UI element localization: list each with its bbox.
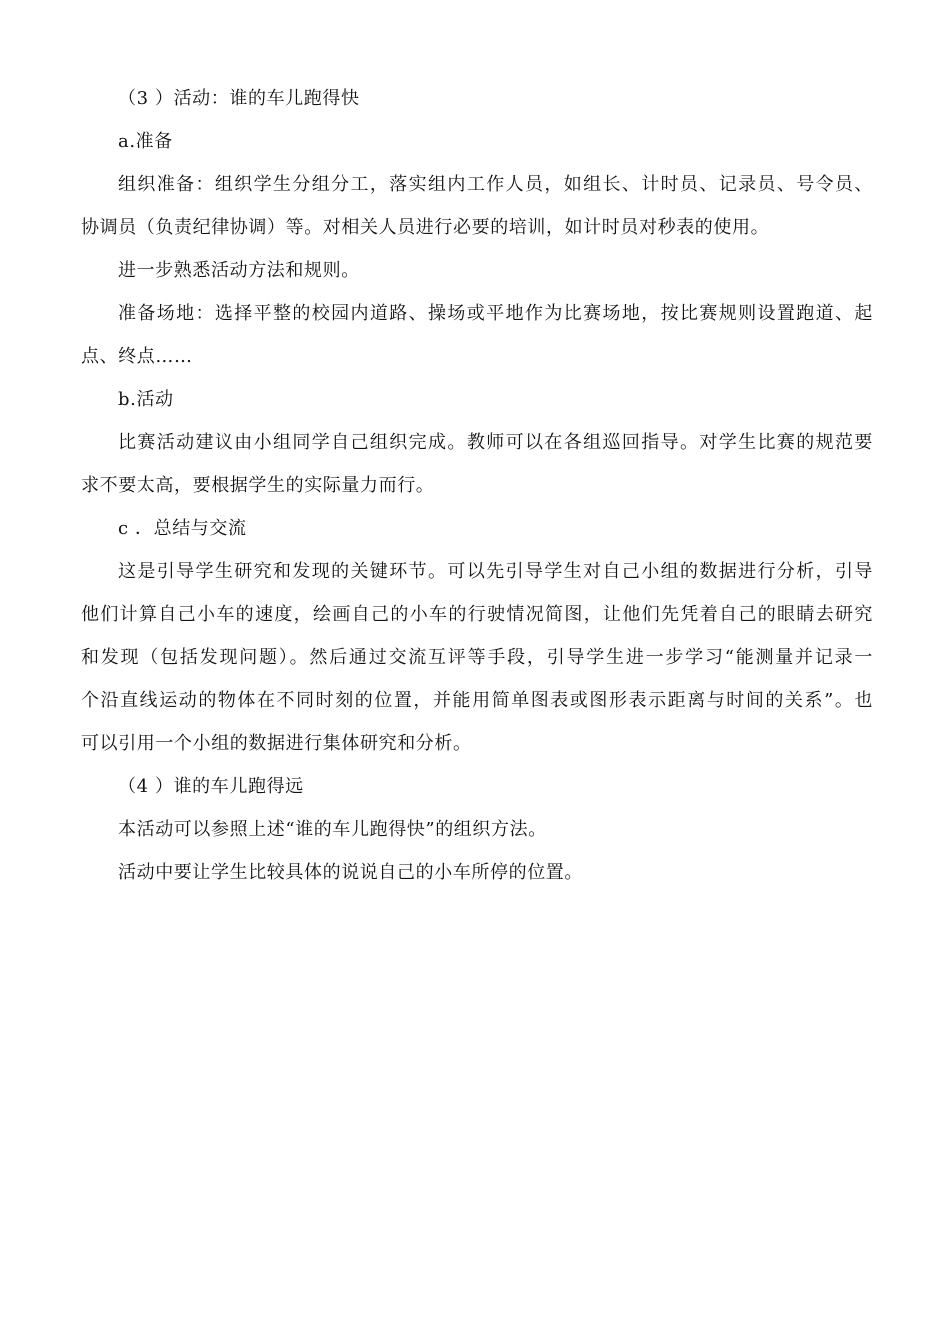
org-prep-line-2: 协调员（负责纪律协调）等。对相关人员进行必要的培训，如计时员对秒表的使用。 (81, 217, 770, 238)
summary-line-5: 可以引用一个小组的数据进行集体研究和分析。 (81, 733, 472, 754)
document-body (81, 84, 873, 901)
org-prep-line-1: 组织准备：组织学生分组分工，落实组内工作人员，如组长、计时员、记录员、号令员、 (118, 174, 873, 195)
stop-position-line: 活动中要让学生比较具体的说说自己的小车所停的位置。 (118, 862, 583, 883)
competition-line-1: 比赛活动建议由小组同学自己组织完成。教师可以在各组巡回指导。对学生比赛的规范要 (118, 432, 873, 453)
summary-line-4: 个沿直线运动的物体在不同时刻的位置，并能用简单图表或图形表示距离与时间的关系”。也 (81, 690, 873, 711)
summary-line-2: 他们计算自己小车的速度，绘画自己的小车的行驶情况简图，让他们先凭着自己的眼睛去研究 (81, 604, 873, 625)
venue-prep-line-1: 准备场地：选择平整的校园内道路、操场或平地作为比赛场地，按比赛规则设置跑道、起 (118, 303, 873, 324)
summary-line-1: 这是引导学生研究和发现的关键环节。可以先引导学生对自己小组的数据进行分析，引导 (118, 561, 873, 582)
subsection-label-b: b.活动 (118, 389, 174, 410)
summary-line-3: 和发现（包括发现问题）。然后通过交流互评等手段，引导学生进一步学习“能测量并记录一 (81, 647, 873, 668)
section-heading-4: （4 ）谁的车儿跑得远 (118, 776, 304, 797)
competition-line-2: 求不要太高，要根据学生的实际量力而行。 (81, 475, 435, 496)
section-heading-3: （3 ）活动：谁的车儿跑得快 (118, 88, 360, 109)
venue-prep-line-2: 点、终点…… (81, 346, 193, 367)
subsection-label-a: a.准备 (118, 131, 173, 152)
subsection-label-c: c ．总结与交流 (118, 518, 247, 539)
reference-method-line: 本活动可以参照上述“谁的车儿跑得快”的组织方法。 (118, 819, 547, 840)
familiarize-rules-line: 进一步熟悉活动方法和规则。 (118, 260, 360, 281)
